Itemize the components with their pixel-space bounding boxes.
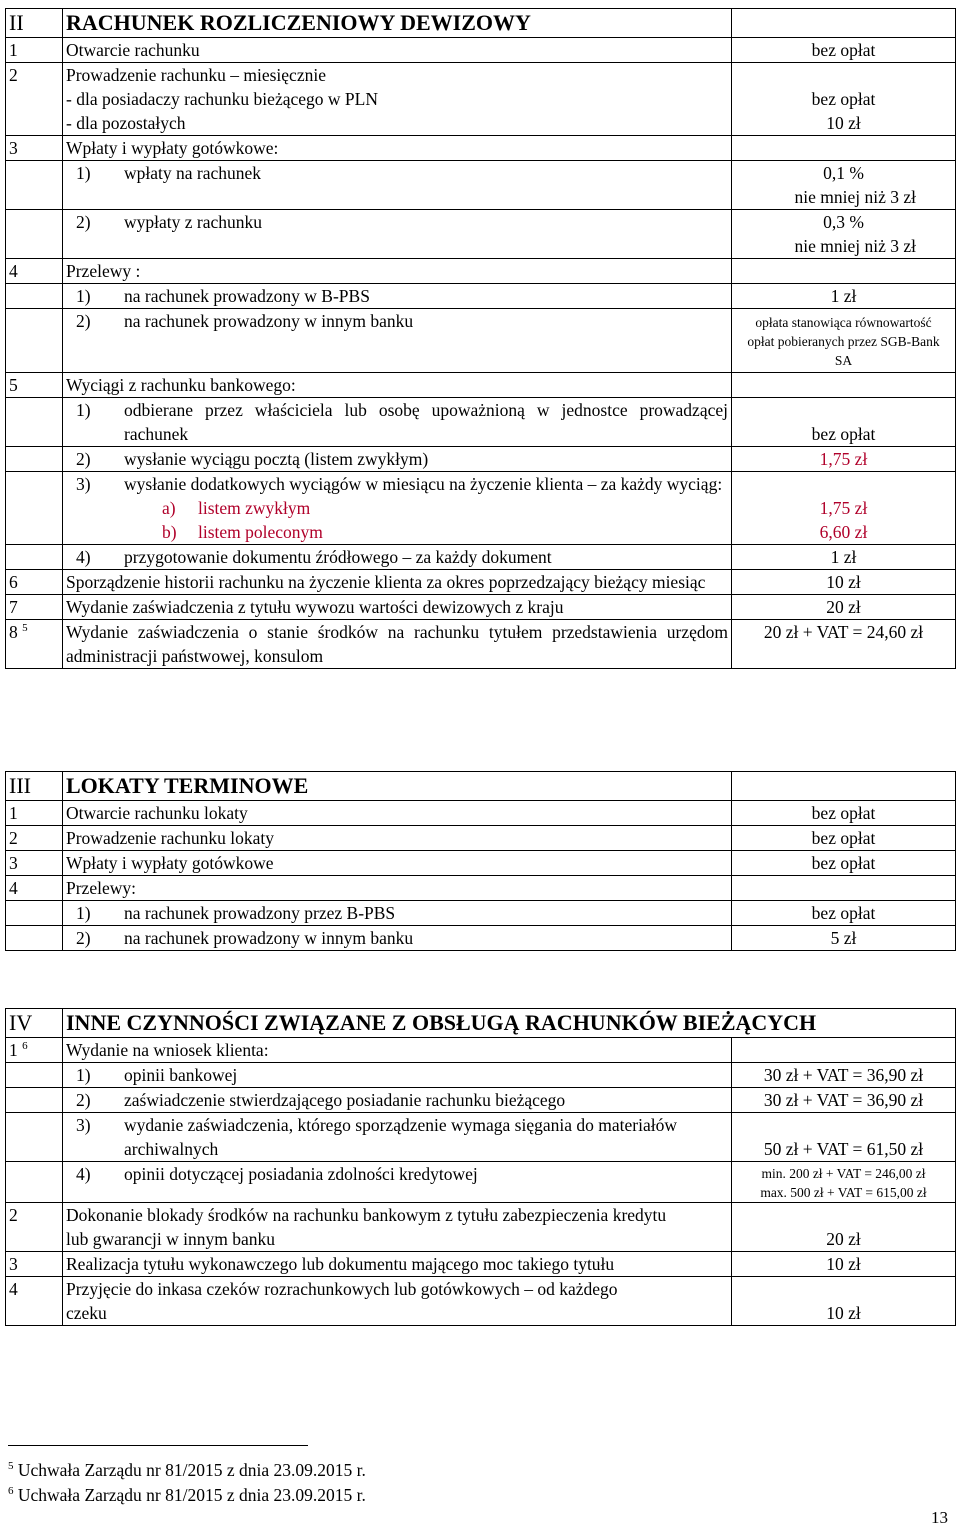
row-fee: 6,60 zł xyxy=(819,522,868,542)
table-subrow xyxy=(6,210,956,259)
table-subrow xyxy=(6,926,956,951)
subrow-index: 3) xyxy=(76,474,91,494)
row-sublabel: - dla pozostałych xyxy=(66,113,186,133)
table-row xyxy=(6,620,956,669)
table-row xyxy=(6,259,956,284)
row-number: 4 xyxy=(6,1277,63,1326)
table-row xyxy=(6,801,956,826)
row-label: Otwarcie rachunku lokaty xyxy=(63,801,732,826)
subrow-label: na rachunek prowadzony w B-PBS xyxy=(124,286,370,306)
table-row xyxy=(6,373,956,398)
row-number: 3 xyxy=(6,1252,63,1277)
table-subrow xyxy=(6,545,956,570)
table-subrow xyxy=(6,309,956,373)
row-number: 3 xyxy=(6,851,63,876)
table-subrow xyxy=(6,284,956,309)
row-number: 2 xyxy=(6,1203,63,1252)
footnote-text: Uchwała Zarządu nr 81/2015 z dnia 23.09.2015 r. xyxy=(17,1460,366,1480)
row-label: Wpłaty i wypłaty gotówkowe: xyxy=(63,136,732,161)
table-subrow xyxy=(6,1063,956,1088)
row-fee: 1,75 zł xyxy=(732,447,956,472)
row-fee: opłata stanowiąca równowartość opłat pobieranych przez SGB-Bank SA xyxy=(732,309,956,373)
row-number: 4 xyxy=(6,876,63,901)
table-row xyxy=(6,570,956,595)
table-row xyxy=(6,595,956,620)
page-number: 13 xyxy=(931,1508,948,1527)
row-fee: 20 zł + VAT = 24,60 zł xyxy=(732,620,956,669)
table-row xyxy=(6,1203,956,1252)
row-label: Przelewy : xyxy=(63,259,732,284)
row-fee-minimum: nie mniej niż 3 zł xyxy=(794,236,916,256)
row-fee: 1 zł xyxy=(732,545,956,570)
footnote-mark: 5 xyxy=(8,1460,14,1473)
subrow-index: 2) xyxy=(76,311,91,331)
table-row xyxy=(6,826,956,851)
table-subrow xyxy=(6,472,956,545)
row-label: Realizacja tytułu wykonawczego lub dokumentu mającego moc takiego tytułu xyxy=(63,1252,732,1277)
row-number: 1 xyxy=(9,1040,18,1060)
subrow-index: 2) xyxy=(76,1090,91,1110)
row-fee: bez opłat xyxy=(732,398,956,447)
row-number: 6 xyxy=(6,570,63,595)
subrow-index: 2) xyxy=(76,928,91,948)
row-label: Wydanie zaświadczenia z tytułu wywozu wartości dewizowych z kraju xyxy=(63,595,732,620)
section-header xyxy=(6,9,956,38)
row-label: Prowadzenie rachunku lokaty xyxy=(63,826,732,851)
table-subrow xyxy=(6,1113,956,1162)
row-label: Przelewy: xyxy=(63,876,732,901)
section-iv-table xyxy=(5,1008,956,1326)
row-fee: 50 zł + VAT = 61,50 zł xyxy=(731,1113,955,1162)
row-fee-min: min. 200 zł + VAT = 246,00 zł xyxy=(761,1166,926,1181)
subrow-label: zaświadczenie stwierdzającego posiadanie rachunku bieżącego xyxy=(124,1090,566,1110)
footnote-ref: 5 xyxy=(22,622,28,635)
subrow-label: wysłanie wyciągu pocztą (listem zwykłym) xyxy=(124,449,429,469)
row-fee: 10 zł xyxy=(731,1277,955,1326)
row-fee: 0,1 % xyxy=(823,163,864,183)
subrow-index: 1) xyxy=(76,163,91,183)
section-ii-table xyxy=(5,8,956,669)
section-header xyxy=(6,1009,956,1038)
subrow-label: wydanie zaświadczenia, którego sporządzenie wymaga sięgania do materiałów archiwalnych xyxy=(124,1115,677,1159)
subrow-index: a) xyxy=(162,498,176,518)
subrow-index: 2) xyxy=(76,449,91,469)
row-fee: bez opłat xyxy=(732,901,956,926)
table-subrow xyxy=(6,161,956,210)
row-fee: 20 zł xyxy=(731,1203,955,1252)
table-row xyxy=(6,1277,956,1326)
table-row xyxy=(6,136,956,161)
table-row xyxy=(6,1252,956,1277)
subrow-label: wpłaty na rachunek xyxy=(124,163,262,183)
footnote xyxy=(8,1460,366,1481)
table-row xyxy=(6,1038,956,1063)
row-label: Wydanie na wniosek klienta: xyxy=(63,1038,732,1063)
footnote-ref: 6 xyxy=(22,1040,28,1053)
footnote-mark: 6 xyxy=(8,1485,14,1498)
row-number: 2 xyxy=(6,826,63,851)
table-row xyxy=(6,876,956,901)
row-fee: 5 zł xyxy=(732,926,956,951)
subrow-index: 2) xyxy=(76,212,91,232)
subrow-index: 3) xyxy=(76,1115,91,1135)
row-fee: bez opłat xyxy=(732,851,956,876)
row-label: Prowadzenie rachunku – miesięcznie xyxy=(66,65,326,85)
row-label: Wyciągi z rachunku bankowego: xyxy=(63,373,732,398)
row-fee: 1 zł xyxy=(732,284,956,309)
row-number: 5 xyxy=(6,373,63,398)
subrow-label: na rachunek prowadzony w innym banku xyxy=(124,928,414,948)
table-subrow xyxy=(6,901,956,926)
subrow-label: przygotowanie dokumentu źródłowego – za każdy dokument xyxy=(124,547,552,567)
footnote-text: Uchwała Zarządu nr 81/2015 z dnia 23.09.2015 r. xyxy=(17,1485,366,1505)
row-fee: 1,75 zł xyxy=(819,498,868,518)
row-fee: 30 zł + VAT = 36,90 zł xyxy=(731,1088,955,1113)
section-title: RACHUNEK ROZLICZENIOWY DEWIZOWY xyxy=(63,9,732,38)
row-label: Otwarcie rachunku xyxy=(63,38,732,63)
row-number: 8 xyxy=(9,622,18,642)
subrow-label: listem zwykłym xyxy=(198,498,311,518)
table-subrow xyxy=(6,1162,956,1203)
row-label: Dokonanie blokady środków na rachunku bankowym z tytułu zabezpieczenia kredytu lub gwarancji w innym banku xyxy=(63,1203,732,1252)
row-number: 1 xyxy=(6,801,63,826)
row-fee-minimum: nie mniej niż 3 zł xyxy=(794,187,916,207)
row-fee: 30 zł + VAT = 36,90 zł xyxy=(731,1063,955,1088)
row-fee: 10 zł xyxy=(826,113,861,133)
subrow-label: odbierane przez właściciela lub osobę upoważnioną w jednostce prowadzącej rachunek xyxy=(124,400,728,444)
section-title: LOKATY TERMINOWE xyxy=(63,772,732,801)
table-subrow xyxy=(6,447,956,472)
table-row xyxy=(6,63,956,136)
subrow-index: 1) xyxy=(76,903,91,923)
row-fee: bez opłat xyxy=(811,89,876,109)
row-fee: 0,3 % xyxy=(823,212,864,232)
subrow-index: b) xyxy=(162,522,177,542)
subrow-index: 4) xyxy=(76,1164,91,1184)
footnote xyxy=(8,1485,366,1506)
subrow-label: opinii dotyczącej posiadania zdolności kredytowej xyxy=(124,1164,478,1184)
row-number: 4 xyxy=(6,259,63,284)
row-number: 7 xyxy=(6,595,63,620)
subrow-label: wysłanie dodatkowych wyciągów w miesiącu na życzenie klienta – za każdy wyciąg: xyxy=(124,474,723,494)
row-label: Wpłaty i wypłaty gotówkowe xyxy=(63,851,732,876)
row-number: 1 xyxy=(6,38,63,63)
row-fee: bez opłat xyxy=(732,826,956,851)
row-fee-max: max. 500 zł + VAT = 615,00 zł xyxy=(760,1185,927,1200)
row-sublabel: - dla posiadaczy rachunku bieżącego w PLN xyxy=(66,89,378,109)
table-subrow xyxy=(6,398,956,447)
row-fee: bez opłat xyxy=(732,801,956,826)
subrow-label: na rachunek prowadzony przez B-PBS xyxy=(124,903,396,923)
row-fee: 20 zł xyxy=(732,595,956,620)
section-number: II xyxy=(6,9,63,38)
row-fee: bez opłat xyxy=(732,38,956,63)
row-label: Sporządzenie historii rachunku na życzenie klienta za okres poprzedzający bieżący miesiąc xyxy=(63,570,732,595)
section-iii-table xyxy=(5,771,956,951)
row-label: Wydanie zaświadczenia o stanie środków na rachunku tytułem przedstawienia urzędom administracji państwowej, konsulom xyxy=(63,620,732,669)
subrow-label: na rachunek prowadzony w innym banku xyxy=(124,311,414,331)
subrow-label: opinii bankowej xyxy=(124,1065,238,1085)
row-label: Przyjęcie do inkasa czeków rozrachunkowych lub gotówkowych – od każdego czeku xyxy=(63,1277,732,1326)
subrow-label: wypłaty z rachunku xyxy=(124,212,263,232)
row-number: 2 xyxy=(6,63,63,136)
table-row xyxy=(6,851,956,876)
subrow-index: 1) xyxy=(76,286,91,306)
section-title: INNE CZYNNOŚCI ZWIĄZANE Z OBSŁUGĄ RACHUNKÓW BIEŻĄCYCH xyxy=(63,1009,956,1038)
section-number: IV xyxy=(6,1009,63,1038)
row-fee: 10 zł xyxy=(732,570,956,595)
subrow-label: listem poleconym xyxy=(198,522,323,542)
footnote-divider xyxy=(8,1445,308,1446)
row-number: 3 xyxy=(6,136,63,161)
row-fee: 10 zł xyxy=(731,1252,955,1277)
section-number: III xyxy=(6,772,63,801)
section-header xyxy=(6,772,956,801)
table-subrow xyxy=(6,1088,956,1113)
table-row xyxy=(6,38,956,63)
subrow-index: 1) xyxy=(76,1065,91,1085)
subrow-index: 4) xyxy=(76,547,91,567)
subrow-index: 1) xyxy=(76,400,91,420)
